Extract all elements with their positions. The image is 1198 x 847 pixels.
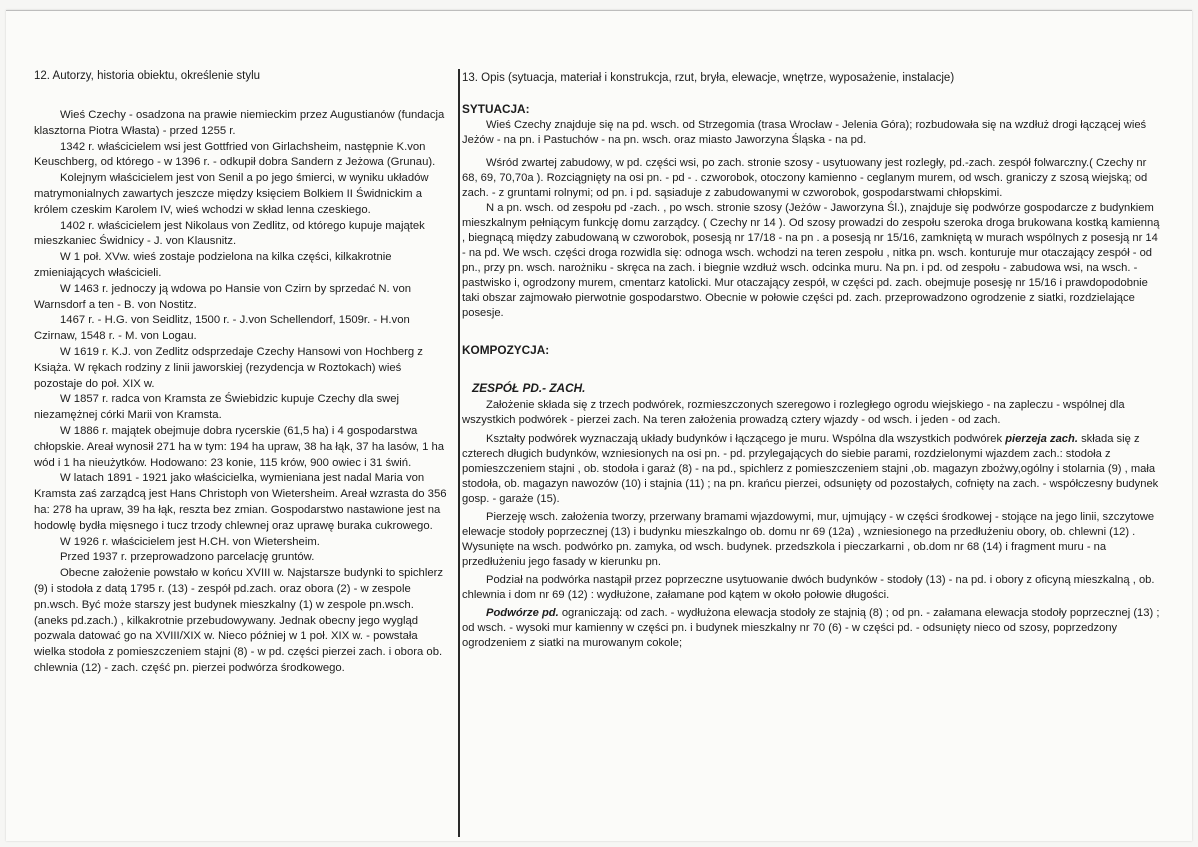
- history-paragraph: W 1926 r. właścicielem jest H.CH. von Wietersheim.: [60, 535, 320, 548]
- history-paragraph: Kolejnym właścicielem jest von Senil a po jego śmierci, w wyniku układów matrymonialnych zawartych jeszcze między księciem Bolkiem II Świdnickim a królem czeskim Karolem IV, wieś wchodzi w skład lenna czeskiego.: [34, 172, 429, 216]
- description-heading: 13. Opis (sytuacja, materiał i konstrukcja, rzut, bryła, elewacje, wnętrze, wyposażenie, instalacje): [462, 72, 955, 84]
- history-paragraph: W 1463 r. jednoczy ją wdowa po Hansie von Czirn by sprzedać N. von Warnsdorf a ten - B. von Nostitz.: [34, 282, 412, 311]
- sytuacja-paragraph: Wśród zwartej zabudowy, w pd. części wsi, po zach. stronie szosy - usytuowany jest rozległy, pd.-zach. zespół folwarczny.( Czechy nr 68, 69, 70,70a ). Rozciągnięty na osi pn. - pd - . czworobok, otoczony kamienno - ceglanym murem, od wsch. graniczy z szosą wiejską; od zach. - z gruntami rolnymi; od pn. i pd. sąsiaduje z zabudowanymi w czworobok, gospodarstwami chłopskimi.: [462, 157, 1148, 199]
- zespol-heading: ZESPÓŁ PD.- ZACH.: [472, 381, 586, 395]
- kompozycja-paragraph: Podział na podwórka nastąpił przez poprzeczne usytuowanie dwóch budynków - stodoły (13) - na pd. i obory z oficyną mieszkalną , ob. chlewnia i dom nr 69 (12) : wydłużone, załamane pod kątem w około połowie długości.: [462, 574, 1155, 601]
- history-paragraph: W 1 poł. XVw. wieś zostaje podzielona na kilka części, kilkakrotnie zmieniających właścicieli.: [34, 251, 392, 279]
- sytuacja-heading: SYTUACJA:: [462, 102, 530, 116]
- history-paragraph: 1467 r. - H.G. von Seidlitz, 1500 r. - J.von Schellendorf, 1509r. - H.von Czirnaw, 1548 r. - M. von Logau.: [34, 314, 410, 343]
- history-paragraph: Obecne założenie powstało w końcu XVIII w. Najstarsze budynki to spichlerz (9) i stodoła z datą 1795 r. (13) - zespół pd.zach. oraz obora (2) - w zespole pn.wsch. Być może starszy jest budynek mieszkalny (1) w zespole pn.wsch. (aneks pd.zach.) , kilkakrotnie przebudowywany. Jednak obecny jego wygląd pozwala datować go na XVIII/XIX w. Nieco później w 1 poł. XIX w. - powstała wielka stodoła z pomieszczeniem stajni (8) - w pd. części pierzei zach. i obora ob. chlewnia (12) - zach. część pn. pierzei podwórza środkowego.: [34, 567, 444, 674]
- history-column: [34, 69, 449, 677]
- kompozycja-text: Kształty podwórek wyznaczają układy budynków i łączącego je muru. Wspólna dla wszystkich podwórek: [486, 433, 1006, 445]
- kompozycja-text: składa się z czterech długich budynków, wzniesionych na osi pn. - pd. przylegających do siebie parami, rozdzielonymi wjazdem zach.: stodoła z pomieszczeniem stajni , ob. stodoła i garaż (8) - na pd., spichlerz z pomieszczeniem stajni ,ob. magazyn zbożwy,ogólny i stolarnia (9) , mała stodoła, ob. magazyn nawozów (10) i stajnia (11) ; na pn. krańcu pierzei, odsunięty od pozostałych, cofnięty na zach. - współczesny budynek gosp. - garaże (15).: [462, 433, 1159, 505]
- history-paragraph: Wieś Czechy - osadzona na prawie niemieckim przez Augustianów (fundacja klasztorna Piotra Własta) - przed 1255 r.: [34, 109, 445, 137]
- history-paragraph: W 1857 r. radca von Kramsta ze Świebidzic kupuje Czechy dla swej niezamężnej córki Marii von Kramsta.: [34, 393, 400, 422]
- history-paragraph: W 1886 r. majątek obejmuje dobra rycerskie (61,5 ha) i 4 gospodarstwa chłopskie. Areał wynosił 271 ha w tym: 194 ha upraw, 38 ha łąk, 37 ha lasów, 1 ha wód i 1 ha nieużytków. Hodowano: 23 konie, 115 krów, 900 owiec i 31 świń.: [34, 424, 445, 469]
- sytuacja-paragraph: N a pn. wsch. od zespołu pd -zach. , po wsch. stronie szosy (Jeżów - Jaworzyna Śl.), znajduje się podwórze gospodarcze z budynkiem mieszkalnym pełniącym funkcję domu zarządcy. ( Czechy nr 14 ). Od szosy prowadzi do zespołu szeroka droga brukowana kostką kamienną , biegnącą między zabudowaną w czworobok, posesją nr 17/18 - na pn . a posesją nr 15/16, zamkniętą w murach wspólnych z posesją nr 14 - na pd. We wsch. części droga rozwidla się: odnoga wsch. wchodzi na teren zespołu , nitka pn. wsch. konturuje mur otaczający zespół - od pn., przy pn. wsch. narożniku - skręca na zach. i biegnie wzdłuż wsch. odcinka muru. Na pn. i pd. od zespołu - zabudowa wsi, na wsch. - pastwisko i, ogrodzony murem, cmentarz katolicki. Mur otaczający zespół, w części pd. zach. obejmuje posesję nr 15/16 i prawdopodobnie taki obszar zajmowało pierwotnie gospodarstwo. Obecnie w połowie części pd. zach. przeprowadzono ogrodzenie z siatki, rozdzielające posesje.: [462, 202, 1160, 319]
- kompozycja-paragraph: Założenie składa się z trzech podwórek, rozmieszczonych szeregowo i rozległego ogrodu wiejskiego - na zapleczu - wspólnej dla wszystkich podwórek - pierzei zach. Na teren założenia prowadzą cztery wjazdy - od wsch. i jeden - od zach.: [462, 399, 1125, 426]
- history-paragraph: 1342 r. właścicielem wsi jest Gottfried von Girlachsheim, następnie K.von Keuschberg, od którego - w 1396 r. - odkupił dobra Sandern z Jeżowa (Grunau).: [34, 140, 436, 169]
- kompozycja-paragraph: [462, 432, 1162, 507]
- document-page: [6, 10, 1192, 841]
- history-paragraph: Przed 1937 r. przeprowadzono parcelację gruntów.: [60, 551, 315, 564]
- history-paragraph: 1402 r. właścicielem jest Nikolaus von Zedlitz, od którego kupuje majątek mieszkaniec Świdnicy - J. von Klausnitz.: [34, 219, 425, 248]
- kompozycja-paragraph: [462, 606, 1162, 651]
- kompozycja-paragraph: Pierzeję wsch. założenia tworzy, przerwany bramami wjazdowymi, mur, ujmujący - w części środkowej - stojące na jego linii, szczytowe elewacje stodoły poprzecznej (13) i budynku mieszkalngo ob. domu nr 69 (12a) , wzniesionego na przedłużeniu obory, ob. chlewni (12) . Wysunięte na wsch. podwórko pn. zamyka, od wsch. budynek. przedszkola i pieczarkarni , ob.dom nr 68 (14) i fragment muru - na przedłużeniu jego fasady w kierunku pn.: [462, 511, 1155, 568]
- history-paragraph: W 1619 r. K.J. von Zedlitz odsprzedaje Czechy Hansowi von Hochberg z Książa. W rękach rodziny z linii jaworskiej (rezydencja w Roztokach) wieś pozostaje do poł. XIX w.: [34, 345, 423, 390]
- history-paragraph: W latach 1891 - 1921 jako właścicielka, wymieniana jest nadal Maria von Kramsta zaś zarządcą jest Hans Christoph von Wietersheim. Areał wzrasta do 356 ha: 278 ha upraw, 39 ha łąk, reszta bez zmian. Gospodarstwo nastawione jest na hodowlę bydła mięsnego i tucz trzody chlewnej oraz uprawę buraka cukrowego.: [34, 472, 447, 532]
- kompozycja-heading: KOMPOZYCJA:: [462, 343, 550, 357]
- description-column: [462, 71, 1162, 651]
- kompozycja-text: ograniczają: od zach. - wydłużona elewacja stodoły ze stajnią (8) ; od pn. - załamana elewacja stodoły poprzecznej (13) ; od wsch. - wysoki mur kamienny w części pn. i budynek mieszkalny nr 70 (6) - w części pd. - odsunięty nieco od szosy, poprzedzony ogrodzeniem z siatki na murowanym cokole;: [462, 607, 1160, 649]
- pierzeja-emphasis: pierzeja zach.: [1005, 433, 1078, 445]
- column-divider: [458, 69, 460, 837]
- history-heading: 12. Autorzy, historia obiektu, określenie stylu: [34, 70, 261, 82]
- sytuacja-paragraph: Wieś Czechy znajduje się na pd. wsch. od Strzegomia (trasa Wrocław - Jelenia Góra); rozbudowała się na wzdłuż drogi łączącej wieś Jeżów - na pn. i Pastuchów - na pn. wsch. oraz miasto Jaworzyna Śląska - na pd.: [462, 119, 1147, 146]
- podworze-emphasis: Podwórze pd.: [486, 607, 559, 619]
